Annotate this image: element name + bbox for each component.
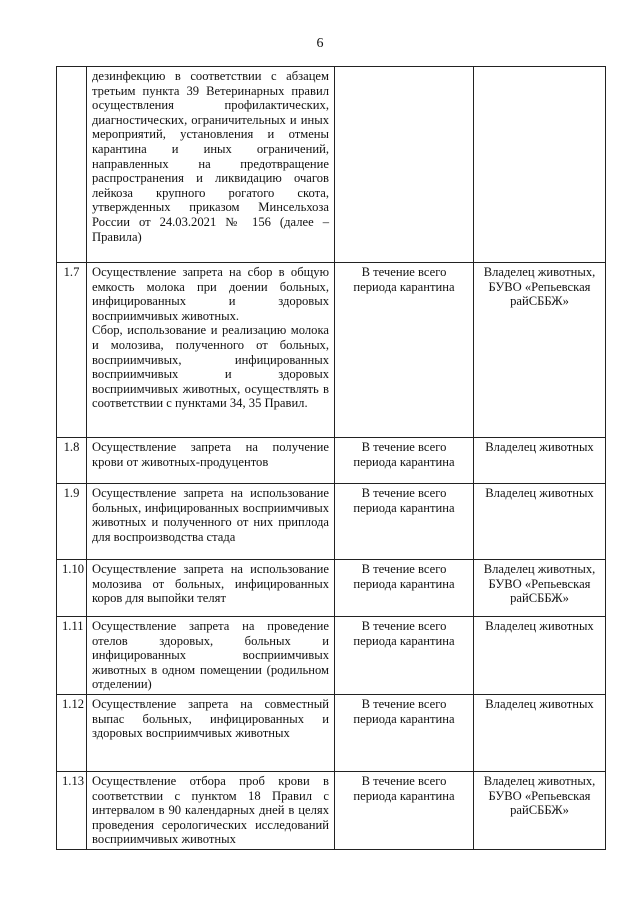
row-action-text-2: Сбор, использование и реализацию молока и молозива, полученного от больных, восприимчивых, инфицированных восприимчивых и здоровых восприимчивых животных, осуществлять в соответствии с пунктами 34, 35 Правил. — [92, 323, 329, 411]
table-row — [57, 617, 606, 695]
row-action — [87, 438, 335, 484]
row-term: В течение всего периода карантина — [335, 438, 474, 484]
row-action-text: Осуществление запрета на сбор в общую емкость молока при доении больных, инфицированных и здоровых восприимчивых животных. — [92, 265, 329, 323]
row-term: В течение всего периода карантина — [335, 694, 474, 771]
table-row — [57, 438, 606, 484]
row-action-text: Осуществление запрета на использование молозива от больных, инфицированных коров для выпойки телят — [92, 562, 329, 606]
row-responsible: Владелец животных — [474, 694, 606, 771]
row-responsible: Владелец животных, БУВО «Репьевская райСББЖ» — [474, 560, 606, 617]
row-number: 1.13 — [57, 771, 87, 849]
row-action — [87, 263, 335, 438]
row-action — [87, 67, 335, 263]
row-number: 1.8 — [57, 438, 87, 484]
row-responsible: Владелец животных — [474, 438, 606, 484]
row-responsible: Владелец животных, БУВО «Репьевская райСББЖ» — [474, 263, 606, 438]
row-number: 1.9 — [57, 484, 87, 560]
row-number: 1.11 — [57, 617, 87, 695]
row-action — [87, 771, 335, 849]
row-action-text: Осуществление запрета на получение крови от животных-продуцентов — [92, 440, 329, 469]
row-term: В течение всего периода карантина — [335, 617, 474, 695]
table-row — [57, 694, 606, 771]
table-row — [57, 263, 606, 438]
row-term: В течение всего периода карантина — [335, 263, 474, 438]
row-responsible: Владелец животных — [474, 617, 606, 695]
row-action — [87, 617, 335, 695]
page-number: 6 — [316, 36, 324, 51]
row-number — [57, 67, 87, 263]
row-responsible — [474, 67, 606, 263]
row-action — [87, 560, 335, 617]
row-number: 1.10 — [57, 560, 87, 617]
measures-table — [56, 66, 606, 850]
row-action — [87, 484, 335, 560]
table-row — [57, 484, 606, 560]
row-action-text: Осуществление запрета на использование больных, инфицированных восприимчивых животных и полученного от них приплода для воспроизводства стада — [92, 486, 329, 544]
row-action-text: Осуществление запрета на проведение отелов здоровых, больных и инфицированных восприимчивых животных в одном помещении (родильном отделении) — [92, 619, 329, 692]
row-action-text: Осуществление отбора проб крови в соответствии с пунктом 18 Правил с интервалом в 90 календарных дней в целях проведения серологических исследований восприимчивых животных — [92, 773, 329, 847]
row-action-text: дезинфекцию в соответствии с абзацем третьим пункта 39 Ветеринарных правил осуществления профилактических, диагностических, ограничительных и иных мероприятий, установления и отмены карантина и иных ограничений, направленных на предотвращение распространения и ликвидацию очагов лейкоза крупного рогатого скота, утвержденных приказом Минсельхоза России от 24.03.2021 № 156 (далее – Правила) — [92, 69, 329, 244]
row-term — [335, 67, 474, 263]
row-action-text: Осуществление запрета на совместный выпас больных, инфицированных и здоровых восприимчивых животных — [92, 696, 329, 741]
row-term: В течение всего периода карантина — [335, 560, 474, 617]
row-responsible: Владелец животных, БУВО «Репьевская райСББЖ» — [474, 771, 606, 849]
table-row — [57, 560, 606, 617]
row-number: 1.12 — [57, 694, 87, 771]
row-responsible: Владелец животных — [474, 484, 606, 560]
row-term: В течение всего периода карантина — [335, 771, 474, 849]
row-term: В течение всего периода карантина — [335, 484, 474, 560]
row-action — [87, 694, 335, 771]
table-row — [57, 771, 606, 849]
table-row — [57, 67, 606, 263]
row-number: 1.7 — [57, 263, 87, 438]
